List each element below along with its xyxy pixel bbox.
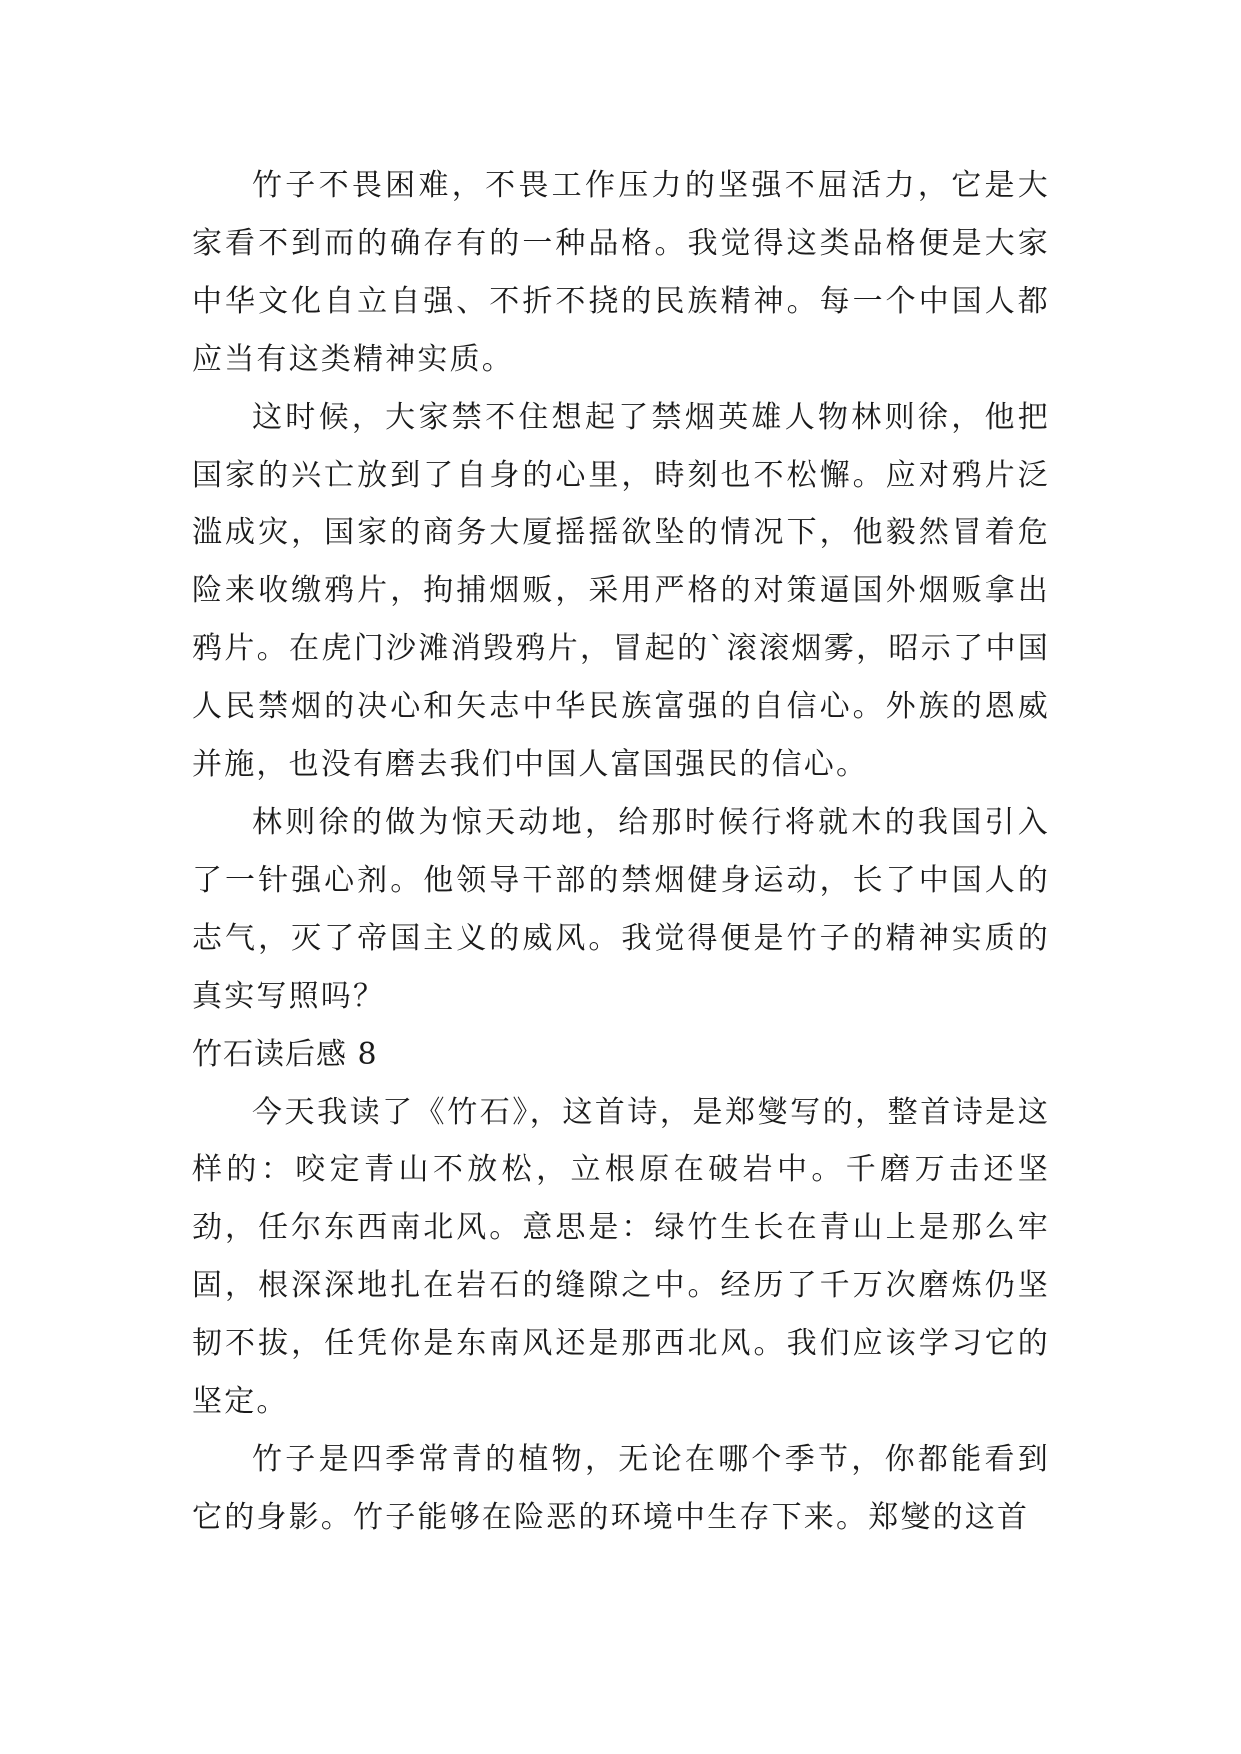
section-heading: 竹石读后感 8 (192, 1036, 378, 1072)
paragraph-bamboo-character: 竹子不畏困难，不畏工作压力的坚强不屈活力，它是大家看不到而的确存有的一种品格。我觉得这类品格便是大家中华文化自立自强、不折不挠的民族精神。每一个中国人都应当有这类精神实质。 (192, 168, 1050, 377)
paragraph-bamboo-evergreen: 竹子是四季常青的植物，无论在哪个季节，你都能看到它的身影。竹子能够在险恶的环境中生存下来。郑燮的这首 (192, 1441, 1050, 1535)
paragraph-poem-intro: 今天我读了《竹石》，这首诗，是郑燮写的，整首诗是这样的：咬定青山不放松，立根原在破岩中。千磨万击还坚劲，任尔东西南北风。意思是：绿竹生长在青山上是那么牢固，根深深地扎在岩石的缝隙之中。经历了千万次磨炼仍坚韧不拔，任凭你是东南风还是那西北风。我们应该学习它的坚定。 (192, 1094, 1050, 1420)
paragraph-lin-zexu-impact: 林则徐的做为惊天动地，给那时候行将就木的我国引入了一针强心剂。他领导干部的禁烟健身运动，长了中国人的志气，灭了帝国主义的威风。我觉得便是竹子的精神实质的真实写照吗？ (192, 804, 1050, 1014)
document-page (192, 157, 1050, 1547)
paragraph-lin-zexu-story: 这时候，大家禁不住想起了禁烟英雄人物林则徐，他把国家的兴亡放到了自身的心里，時刻也不松懈。应对鸦片泛滥成灾，国家的商务大厦摇摇欲坠的情况下，他毅然冒着危险来收缴鸦片，拘捕烟贩，采用严格的对策逼国外烟贩拿出鸦片。在虎门沙滩消毁鸦片，冒起的`滚滚烟雾，昭示了中国人民禁烟的决心和矢志中华民族富强的自信心。外族的恩威并施，也没有磨去我们中国人富国强民的信心。 (192, 399, 1050, 783)
